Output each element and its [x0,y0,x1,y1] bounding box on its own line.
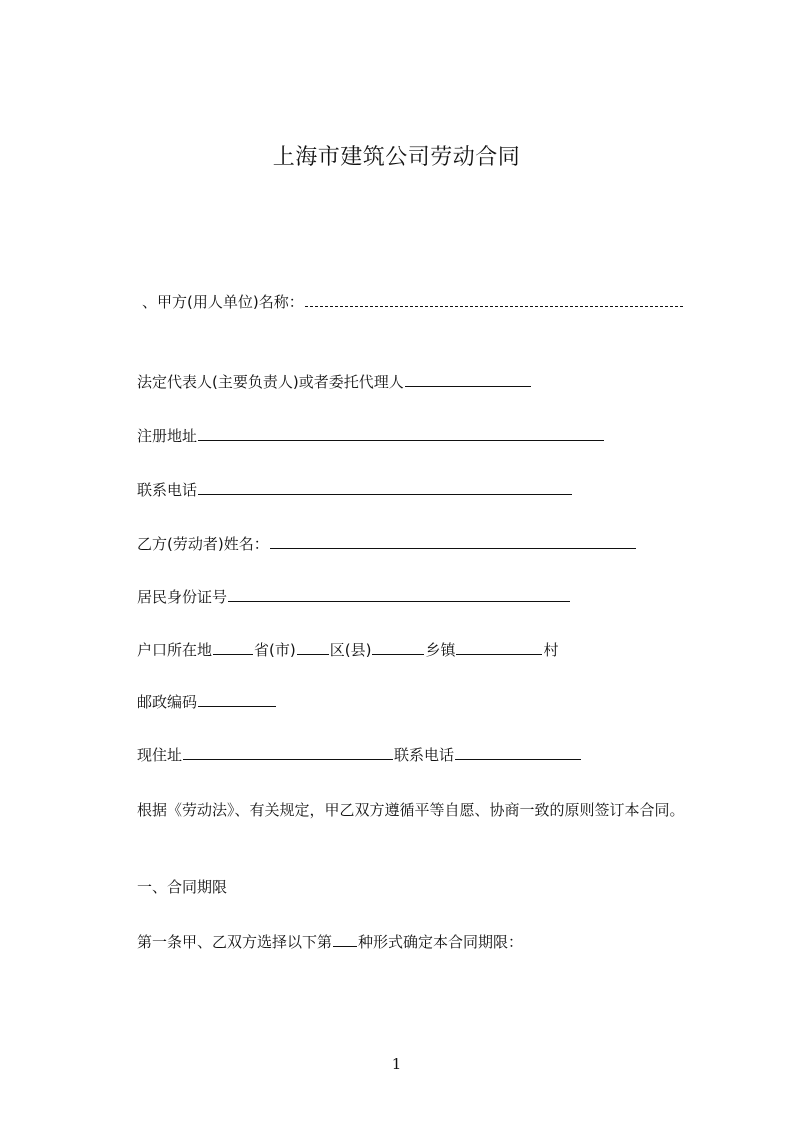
current-phone-label: 联系电话 [394,746,455,764]
contact-phone-blank[interactable] [198,478,572,495]
id-number-label: 居民身份证号 [137,588,228,606]
hukou-province-label: 省(市) [254,641,296,659]
postal-code-label: 邮政编码 [137,693,198,711]
id-number-blank[interactable] [228,585,570,602]
party-a-name-line [142,290,684,313]
party-a-name-blank[interactable] [305,290,683,307]
current-address-blank[interactable] [183,743,393,760]
current-phone-blank[interactable] [455,743,581,760]
registered-address-line [137,424,605,447]
hukou-town-blank[interactable] [372,638,424,655]
party-b-name-line [137,532,637,555]
hukou-label: 户口所在地 [137,641,213,659]
id-number-line [137,585,571,608]
legal-rep-label: 法定代表人(主要负责人)或者委托代理人 [137,373,404,391]
hukou-province-blank[interactable] [213,638,253,655]
postal-code-line [137,690,277,713]
legal-rep-blank[interactable] [405,370,531,387]
hukou-line [137,638,558,661]
hukou-district-label: 区(县) [329,641,372,659]
registered-address-blank[interactable] [198,424,604,441]
current-address-line [137,743,582,766]
article-1-suffix: 种形式确定本合同期限： [358,933,524,951]
party-a-label: 、甲方(用人单位)名称： [142,293,304,311]
hukou-town-label: 乡镇 [425,641,456,659]
party-b-name-blank[interactable] [270,532,636,549]
postal-code-blank[interactable] [198,690,276,707]
current-address-label: 现住址 [137,746,183,764]
party-b-label: 乙方(劳动者)姓名： [137,535,269,553]
section-heading: 一、合同期限 [137,878,228,896]
article-1-option-blank[interactable] [333,930,357,947]
hukou-village-blank[interactable] [456,638,542,655]
article-1-line [137,930,523,953]
legal-rep-line [137,370,532,393]
hukou-district-blank[interactable] [297,638,329,655]
article-1-prefix: 第一条甲、乙双方选择以下第 [137,933,333,951]
contact-phone-label: 联系电话 [137,481,198,499]
preamble-paragraph: 根据《劳动法》、有关规定，甲乙双方遵循平等自愿、协商一致的原则签订本合同。 [137,801,685,819]
page-number: 1 [391,1055,402,1073]
contact-phone-line [137,478,573,501]
registered-address-label: 注册地址 [137,427,198,445]
document-title: 上海市建筑公司劳动合同 [272,145,521,170]
hukou-village-label: 村 [543,641,559,659]
